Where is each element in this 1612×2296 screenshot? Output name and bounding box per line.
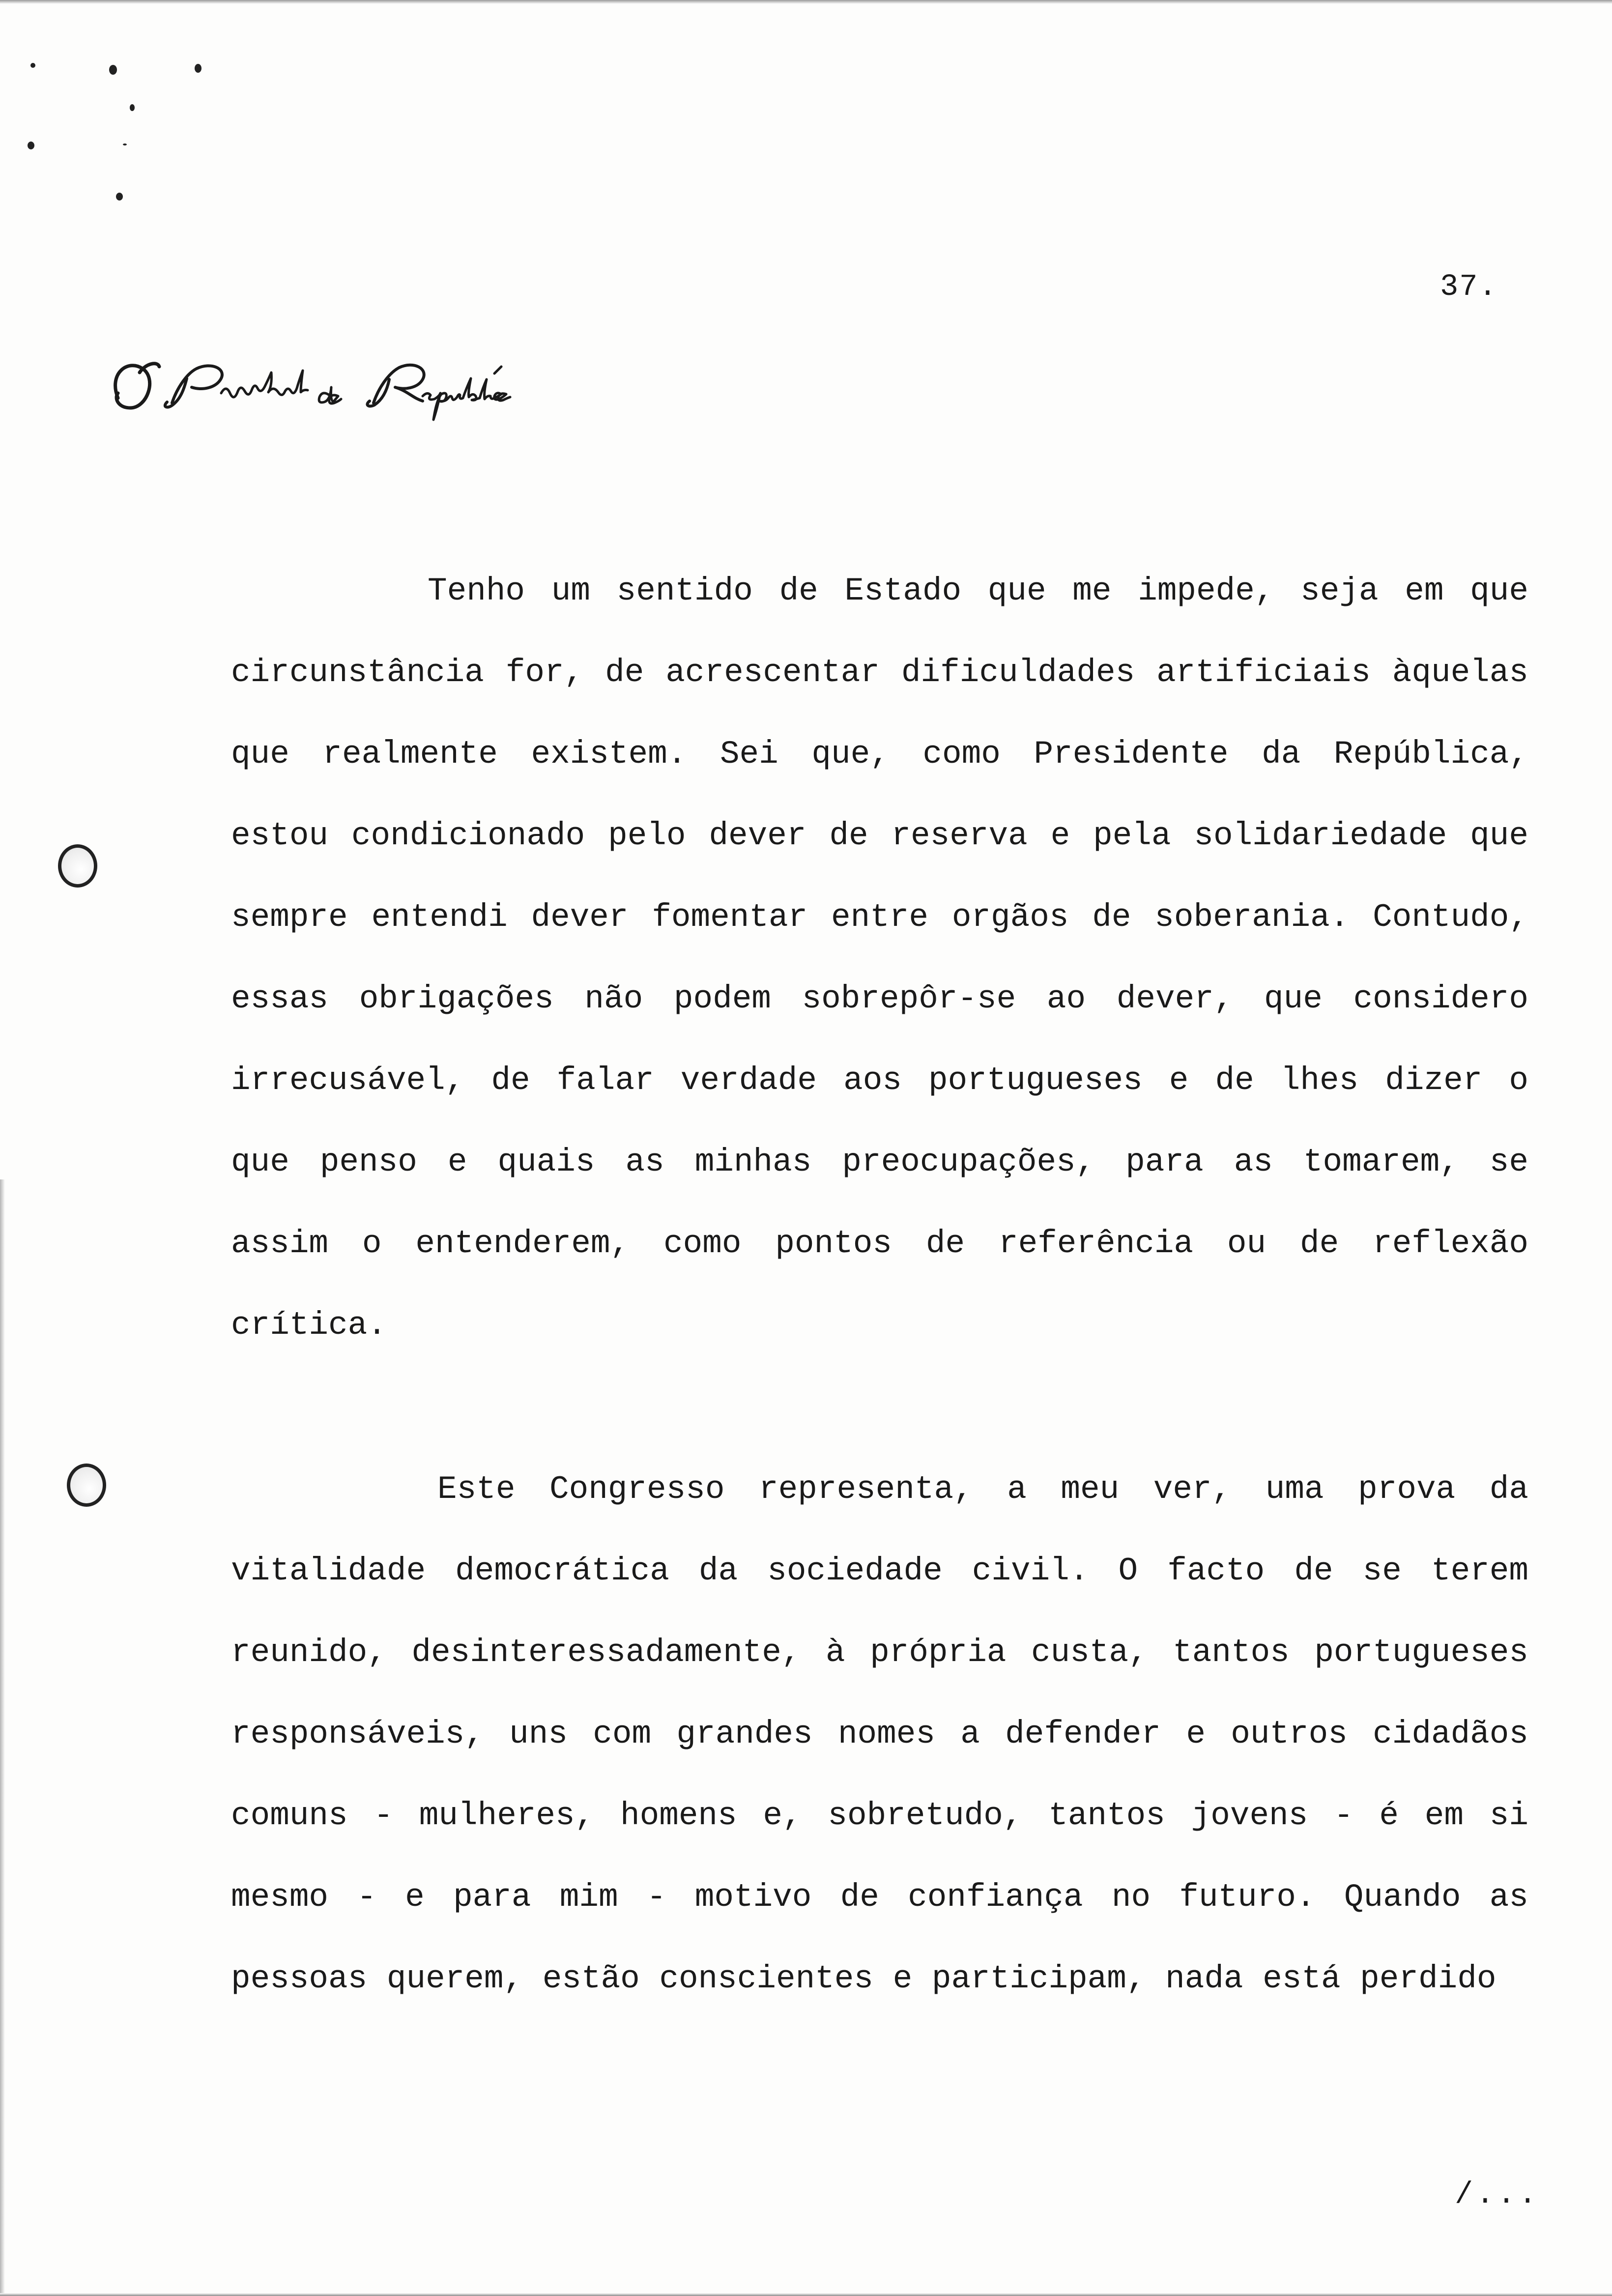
letterhead-signature	[98, 344, 688, 442]
paragraph-1: Tenho um sentido de Estado que me impede, seja em que circunstância for, de acrescentar dificuldades artificiais àquelas que realmente existem. Sei que, como Presidente da República, estou condicionado pelo dever de reserva e pela solidariedade que sempre entendi dever fomentar entre orgãos de soberania. Contudo, essas obrigações não podem sobrepôr-se ao dever, que considero irrecusável, de falar verdade aos portugueses e de lhes dizer o que penso e quais as minhas preocupações, para as tomarem, se assim o entenderem, como pontos de referência ou de reflexão crítica.	[231, 573, 1528, 1344]
scan-speck	[28, 142, 34, 149]
punch-hole	[67, 1464, 106, 1507]
scan-speck	[195, 64, 202, 73]
punch-hole	[58, 844, 97, 888]
paragraph-2: Este Congresso representa, a meu ver, uma prova da vitalidade democrática da sociedade civil. O facto de se terem reunido, desinteressadamente, à própria custa, tantos portugueses responsáveis, uns com grandes nomes a defender e outros cidadãos comuns - mulheres, homens e, sobretudo, tantos jovens - é em si mesmo - e para mim - motivo de confiança no futuro. Quando as pessoas querem, estão conscientes e participam, nada está perdido	[231, 1471, 1528, 1997]
scan-top-edge	[0, 0, 1612, 4]
page-number: 37.	[1440, 269, 1498, 304]
continuation-mark: /...	[1455, 2177, 1540, 2212]
scan-bottom-edge	[0, 2293, 1612, 2296]
scan-speck	[30, 63, 35, 68]
scan-speck	[109, 65, 117, 75]
scan-speck	[123, 144, 127, 145]
scan-left-edge	[0, 1179, 5, 2296]
scan-speck	[130, 104, 135, 111]
scan-speck	[116, 193, 123, 201]
